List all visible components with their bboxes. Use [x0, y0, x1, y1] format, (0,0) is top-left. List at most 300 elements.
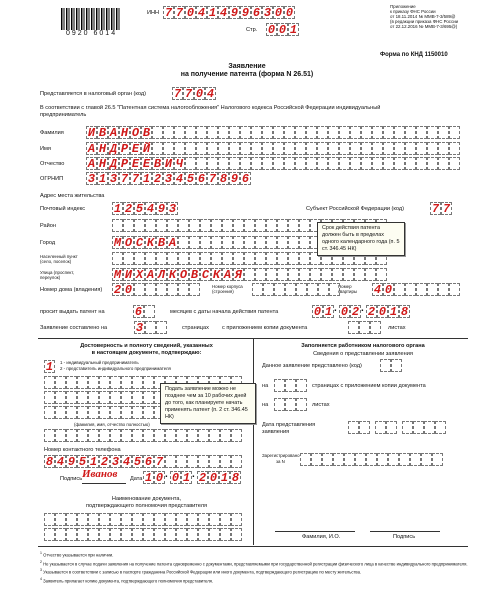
doc-label2: подтверждающего полномочия представителя — [85, 503, 208, 509]
official-sheets-field[interactable] — [274, 398, 307, 411]
char-cell — [266, 268, 277, 281]
char-cell — [416, 142, 427, 155]
footnotes — [40, 551, 468, 583]
char-cell — [361, 142, 372, 155]
start-year-field[interactable] — [366, 305, 410, 318]
char-cell — [394, 283, 405, 296]
char-cell — [88, 429, 99, 442]
char-cell — [178, 283, 189, 296]
char-cell — [295, 126, 306, 139]
char-cell: 9 — [230, 172, 239, 186]
barcode-number: 0920 6014 — [66, 30, 118, 37]
char-cell: Е — [131, 142, 140, 156]
char-cell — [99, 528, 110, 541]
official-on-label-2: на — [262, 402, 269, 408]
locality-label-1: Населенный пункт — [40, 254, 78, 259]
char-cell — [377, 453, 388, 466]
char-cell — [413, 421, 424, 434]
char-cell — [274, 283, 285, 296]
char-cell — [134, 252, 145, 265]
char-cell — [350, 142, 361, 155]
char-cell: В — [157, 236, 166, 250]
char-cell — [121, 513, 132, 526]
footnote-2: $^2$ Не указывается в случае подачи заявления на получение патента одновременно с документами, представляемыми при государственной регистрации физического лица в качестве индивидуального предпринимателя. — [40, 559, 468, 566]
compiled-label: Заявление составлено на — [40, 325, 108, 331]
char-cell: 1 — [220, 471, 229, 485]
page-field[interactable] — [266, 23, 299, 36]
char-cell: 2 — [367, 305, 376, 319]
char-cell — [273, 142, 284, 155]
signature-line — [82, 483, 126, 484]
char-cell — [277, 236, 288, 249]
char-cell — [121, 429, 132, 442]
flat-label-2: квартиры — [338, 289, 358, 294]
char-cell — [370, 321, 381, 334]
char-cell: 0 — [186, 6, 195, 20]
char-cell — [317, 157, 328, 170]
char-cell: С — [135, 236, 144, 250]
char-cell — [231, 528, 242, 541]
surname-field[interactable] — [86, 126, 460, 139]
char-cell — [154, 528, 165, 541]
char-cell — [322, 453, 333, 466]
char-cell — [255, 236, 266, 249]
char-cell — [218, 126, 229, 139]
footnote-1: $^1$ Отчество указывается при наличии. — [40, 551, 114, 558]
confirm-type-field[interactable] — [44, 360, 55, 373]
char-cell — [163, 142, 174, 155]
char-cell — [449, 126, 460, 139]
char-cell: 7 — [431, 202, 440, 216]
char-cell — [354, 268, 365, 281]
char-cell — [244, 252, 255, 265]
char-cell — [344, 453, 355, 466]
char-cell — [274, 379, 285, 392]
char-cell — [145, 283, 156, 296]
char-cell — [375, 421, 386, 434]
char-cell — [154, 429, 165, 442]
char-cell — [359, 421, 370, 434]
char-cell — [317, 126, 328, 139]
start-day-field[interactable] — [312, 305, 334, 318]
char-cell: 7 — [164, 6, 173, 20]
char-cell — [200, 236, 211, 249]
char-cell: 9 — [157, 202, 166, 216]
char-cell — [277, 268, 288, 281]
char-cell: В — [142, 126, 151, 140]
official-code-field[interactable] — [380, 359, 402, 372]
char-cell — [156, 321, 167, 334]
region-field[interactable] — [430, 202, 452, 215]
char-cell — [348, 421, 359, 434]
char-cell: А — [87, 142, 96, 156]
char-cell — [209, 455, 220, 468]
char-cell — [156, 219, 167, 232]
official-reg-field[interactable] — [300, 453, 443, 466]
char-cell — [306, 126, 317, 139]
phone-field[interactable] — [44, 455, 242, 468]
char-cell: О — [131, 126, 140, 140]
char-cell — [189, 252, 200, 265]
char-cell — [350, 157, 361, 170]
official-on-label: на — [262, 383, 269, 389]
char-cell — [211, 219, 222, 232]
char-cell — [165, 455, 176, 468]
char-cell — [416, 283, 427, 296]
official-fio-label: Фамилия, И.О. — [302, 534, 341, 540]
char-cell: М — [113, 268, 122, 282]
char-cell — [200, 219, 211, 232]
char-cell — [121, 406, 132, 419]
char-cell: 4 — [219, 6, 228, 20]
char-cell — [284, 157, 295, 170]
official-fio-line — [275, 531, 355, 532]
char-cell — [167, 283, 178, 296]
months-field[interactable] — [133, 305, 155, 318]
district-label: Район — [40, 223, 56, 229]
official-date-year[interactable] — [402, 421, 446, 434]
char-cell: 7 — [208, 172, 217, 186]
char-cell — [339, 126, 350, 139]
postcode-field[interactable] — [112, 202, 178, 215]
char-cell — [55, 513, 66, 526]
locality-label-2: (село, поселок) — [40, 259, 72, 264]
char-cell — [273, 157, 284, 170]
char-cell: 1 — [45, 360, 54, 374]
char-cell — [222, 236, 233, 249]
char-cell — [174, 142, 185, 155]
char-cell — [220, 429, 231, 442]
char-cell: М — [113, 236, 122, 250]
char-cell: 3 — [263, 6, 272, 20]
char-cell: 7 — [173, 87, 182, 101]
char-cell: 2 — [124, 202, 133, 216]
char-cell — [383, 126, 394, 139]
char-cell: Х — [135, 268, 144, 282]
char-cell — [167, 252, 178, 265]
char-cell — [240, 126, 251, 139]
official-date-label-1: Дата представления — [262, 422, 316, 428]
barcode — [61, 8, 121, 30]
char-cell — [438, 283, 449, 296]
ogrnip-field[interactable] — [86, 172, 251, 185]
char-cell: 1 — [208, 6, 217, 20]
char-cell: 7 — [155, 455, 164, 469]
char-cell — [299, 252, 310, 265]
char-cell: И — [124, 268, 133, 282]
char-cell: 6 — [144, 455, 153, 469]
char-cell — [222, 219, 233, 232]
char-cell — [198, 513, 209, 526]
char-cell — [288, 219, 299, 232]
char-cell — [277, 219, 288, 232]
name-field[interactable] — [86, 142, 460, 155]
char-cell — [198, 528, 209, 541]
char-cell — [187, 429, 198, 442]
char-cell — [244, 236, 255, 249]
char-cell — [77, 528, 88, 541]
char-cell: 2 — [198, 471, 207, 485]
tax-authority-field[interactable] — [172, 87, 216, 100]
official-date-month[interactable] — [375, 421, 397, 434]
char-cell — [176, 528, 187, 541]
char-cell — [299, 268, 310, 281]
char-cell: 1 — [89, 455, 98, 469]
char-cell — [328, 157, 339, 170]
char-cell: 0 — [340, 305, 349, 319]
char-cell — [449, 157, 460, 170]
doc-line1[interactable] — [44, 513, 242, 526]
char-cell — [317, 142, 328, 155]
char-cell — [285, 398, 296, 411]
char-cell — [394, 126, 405, 139]
inn-representative[interactable] — [44, 429, 242, 442]
months-label: месяцев с даты начала действия патента — [170, 309, 279, 315]
char-cell — [244, 268, 255, 281]
char-cell — [311, 453, 322, 466]
official-reg-label-1: Зарегистрировано — [262, 453, 300, 458]
char-cell — [365, 268, 376, 281]
char-cell — [307, 283, 318, 296]
char-cell: 0 — [278, 23, 287, 37]
char-cell: 0 — [285, 6, 294, 20]
char-cell — [427, 283, 438, 296]
date-dot: . — [334, 303, 337, 314]
char-cell — [99, 513, 110, 526]
official-pages-label: страницах с приложением копии документа — [312, 383, 426, 389]
char-cell — [277, 252, 288, 265]
char-cell: Л — [157, 268, 166, 282]
char-cell: В — [98, 126, 107, 140]
char-cell: 4 — [56, 455, 65, 469]
official-pages-field[interactable] — [274, 379, 307, 392]
char-cell — [262, 157, 273, 170]
char-cell — [229, 157, 240, 170]
flat-field[interactable] — [372, 283, 460, 296]
char-cell — [295, 157, 306, 170]
char-cell — [328, 126, 339, 139]
char-cell — [424, 421, 435, 434]
char-cell — [376, 268, 387, 281]
char-cell — [449, 283, 460, 296]
char-cell: 8 — [231, 471, 240, 485]
char-cell — [44, 391, 55, 404]
confirm-option2: 2 - представитель индивидуального предпринимателя — [60, 366, 171, 371]
char-cell — [196, 126, 207, 139]
char-cell: А — [223, 268, 232, 282]
char-cell — [200, 252, 211, 265]
char-cell — [88, 391, 99, 404]
char-cell — [380, 359, 391, 372]
char-cell — [143, 429, 154, 442]
char-cell — [262, 126, 273, 139]
char-cell — [187, 513, 198, 526]
char-cell — [152, 142, 163, 155]
char-cell — [123, 219, 134, 232]
intro-line2: предприниматель — [40, 112, 87, 118]
char-cell: 0 — [195, 87, 204, 101]
pages-field[interactable] — [134, 321, 167, 334]
char-cell — [339, 157, 350, 170]
char-cell: 1 — [182, 471, 191, 485]
char-cell: 1 — [144, 471, 153, 485]
attach-sheets-field[interactable] — [348, 321, 381, 334]
char-cell — [251, 126, 262, 139]
char-cell: 1 — [98, 172, 107, 186]
char-cell — [189, 283, 200, 296]
char-cell: О — [179, 268, 188, 282]
patronymic-field[interactable] — [86, 157, 460, 170]
footnote-4: $^4$ Заявитель прилагает копию документа, подтверждающего полномочия представителя. — [40, 576, 214, 584]
char-cell — [416, 126, 427, 139]
char-cell — [410, 453, 421, 466]
char-cell — [285, 379, 296, 392]
char-cell: 2 — [351, 305, 360, 319]
street-label-2: переулок) — [40, 275, 61, 280]
house-field[interactable] — [112, 283, 200, 296]
char-cell — [251, 142, 262, 155]
char-cell — [233, 219, 244, 232]
char-cell: 3 — [164, 172, 173, 186]
char-cell: А — [168, 236, 177, 250]
char-cell — [355, 453, 366, 466]
char-cell — [66, 376, 77, 389]
char-cell: 0 — [155, 471, 164, 485]
char-cell — [77, 376, 88, 389]
char-cell — [231, 455, 242, 468]
char-cell: 0 — [267, 23, 276, 37]
char-cell — [266, 219, 277, 232]
official-date-day[interactable] — [348, 421, 370, 434]
char-cell — [88, 513, 99, 526]
char-cell — [405, 157, 416, 170]
char-cell — [88, 406, 99, 419]
char-cell: В — [153, 157, 162, 171]
char-cell — [99, 406, 110, 419]
char-cell: 8 — [45, 455, 54, 469]
char-cell: 4 — [175, 172, 184, 186]
char-cell — [284, 126, 295, 139]
confirm-heading2: в настоящем документе, подтверждаю: — [91, 350, 202, 356]
char-cell: 3 — [109, 172, 118, 186]
char-cell: И — [164, 157, 173, 171]
char-cell: 4 — [373, 283, 382, 297]
title-line2: на получение патента (форма N 26.51) — [180, 71, 314, 78]
inn-field[interactable] — [163, 6, 295, 19]
char-cell: 7 — [175, 6, 184, 20]
char-cell — [165, 429, 176, 442]
char-cell — [372, 157, 383, 170]
sign-year-field[interactable] — [197, 471, 241, 484]
char-cell — [209, 513, 220, 526]
char-cell: 3 — [87, 172, 96, 186]
char-cell — [318, 283, 329, 296]
char-cell — [274, 398, 285, 411]
char-cell — [110, 429, 121, 442]
char-cell — [394, 142, 405, 155]
char-cell: О — [124, 236, 133, 250]
char-cell — [66, 406, 77, 419]
char-cell — [405, 126, 416, 139]
char-cell — [196, 142, 207, 155]
char-cell — [394, 157, 405, 170]
building-field[interactable] — [252, 283, 340, 296]
char-cell: И — [87, 126, 96, 140]
char-cell: 6 — [134, 305, 143, 319]
char-cell: 0 — [274, 6, 283, 20]
char-cell: Ч — [175, 157, 184, 171]
sign-month-field[interactable] — [170, 471, 192, 484]
char-cell — [288, 236, 299, 249]
char-cell — [300, 453, 311, 466]
char-cell — [222, 252, 233, 265]
city-label: Город — [40, 240, 56, 246]
char-cell — [273, 126, 284, 139]
char-cell: 0 — [209, 471, 218, 485]
char-cell — [132, 406, 143, 419]
char-cell — [240, 142, 251, 155]
char-cell — [145, 252, 156, 265]
char-cell — [350, 126, 361, 139]
char-cell — [156, 252, 167, 265]
char-cell — [44, 376, 55, 389]
official-sign-label: Подпись — [393, 534, 416, 540]
char-cell — [263, 283, 274, 296]
char-cell — [343, 268, 354, 281]
pages-label: страницах — [182, 325, 209, 331]
sign-day-field[interactable] — [143, 471, 165, 484]
char-cell — [306, 142, 317, 155]
char-cell — [132, 528, 143, 541]
request-label: просит выдать патент на — [40, 309, 105, 315]
char-cell — [220, 528, 231, 541]
char-cell — [163, 126, 174, 139]
char-cell — [77, 429, 88, 442]
char-cell — [231, 429, 242, 442]
char-cell — [44, 406, 55, 419]
char-cell: А — [87, 157, 96, 171]
char-cell — [110, 528, 121, 541]
char-cell — [288, 268, 299, 281]
house-label: Номер дома (владения) — [40, 287, 103, 293]
official-code-label: Данное заявление представлено (код) — [262, 363, 362, 369]
char-cell: 9 — [230, 6, 239, 20]
char-cell — [187, 455, 198, 468]
char-cell — [55, 376, 66, 389]
char-cell: Й — [142, 142, 151, 156]
page-label: Стр. — [246, 27, 258, 33]
sheets-label: листах — [388, 325, 406, 331]
char-cell — [386, 421, 397, 434]
char-cell — [110, 391, 121, 404]
start-month-field[interactable] — [339, 305, 361, 318]
char-cell: 1 — [389, 305, 398, 319]
char-cell — [296, 379, 307, 392]
char-cell — [196, 157, 207, 170]
char-cell — [77, 513, 88, 526]
attach-label: с приложением копии документа — [222, 325, 308, 331]
surname-label: Фамилия — [40, 130, 64, 136]
signature-label: Подпись — [60, 476, 83, 482]
doc-label1: Наименование документа, — [111, 496, 182, 502]
char-cell — [255, 252, 266, 265]
char-cell — [176, 513, 187, 526]
street-field[interactable] — [112, 268, 387, 281]
char-cell — [143, 376, 154, 389]
char-cell — [55, 429, 66, 442]
char-cell — [255, 268, 266, 281]
doc-line2[interactable] — [44, 528, 242, 541]
